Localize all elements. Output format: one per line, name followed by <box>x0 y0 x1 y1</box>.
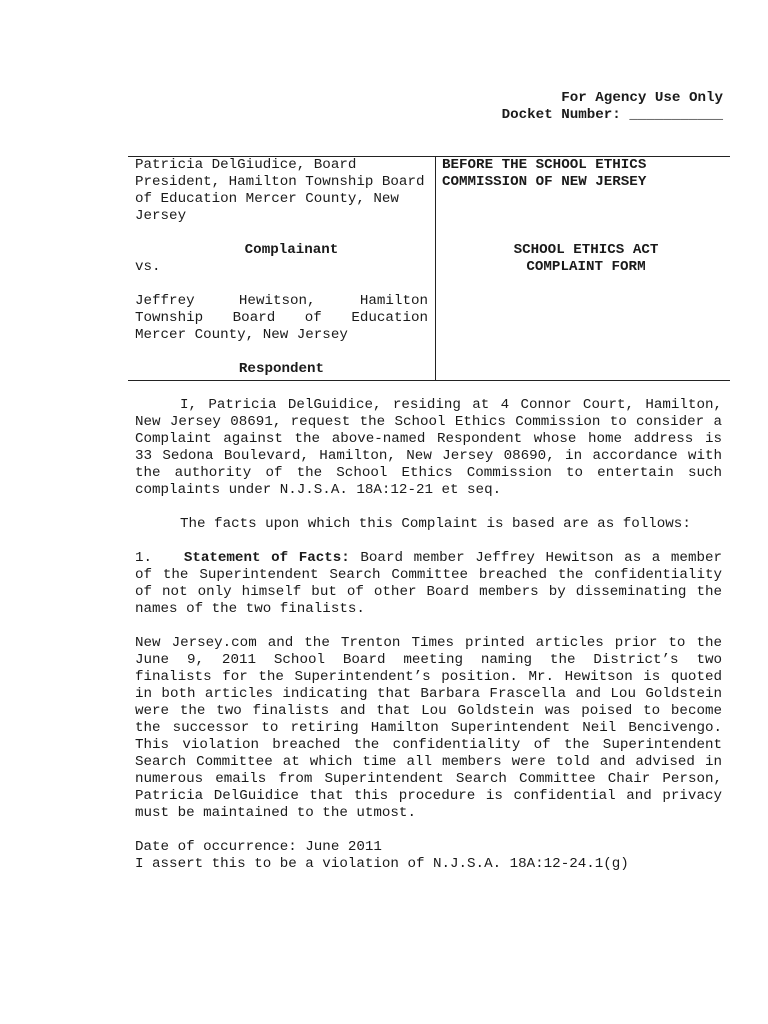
respondent-label: Respondent <box>238 361 325 377</box>
violation-assertion: I assert this to be a violation of N.J.S.A. 18A:12-24.1(g) <box>135 856 629 872</box>
item-heading: Statement of Facts: <box>183 550 350 566</box>
complainant-label: Complainant <box>244 242 339 258</box>
form-title-line: COMPLAINT FORM <box>526 259 646 275</box>
facts-intro: The facts upon which this Complaint is based are as follows: <box>180 516 691 532</box>
commission-title: BEFORE THE SCHOOL ETHICS COMMISSION OF NEW JERSEY <box>442 157 647 190</box>
form-title-line: SCHOOL ETHICS ACT <box>513 242 659 258</box>
agency-use-only: For Agency Use Only <box>561 90 723 106</box>
caption-parties <box>128 157 436 380</box>
caption-table <box>128 156 730 381</box>
news-paragraph: New Jersey.com and the Trenton Times printed articles prior to the June 9, 2011 School Board meeting naming the District’s two finalists for the Superintendent’s position. Mr. Hewitson is quoted in both articles indicating that Barbara Frascella and Lou Goldstein were the two finalists and that Lou Goldstein was poised to become the successor to retiring Hamilton Superintendent Neil Bencivengo. This violation breached the confidentiality of the Superintendent Search Committee at which time all members were told and advised in numerous emails from Superintendent Search Committee Chair Person, Patricia DelGuidice that this procedure is confidential and privacy must be maintained to the utmost. <box>135 635 722 821</box>
respondent-name-line: Mercer County, New Jersey <box>135 327 348 343</box>
complaint-body <box>135 397 722 873</box>
item-number: 1. <box>135 550 153 566</box>
intro-paragraph: I, Patricia DelGuidice, residing at 4 Connor Court, Hamilton, New Jersey 08691, request the School Ethics Commission to consider a Complaint against the above-named Respondent whose home address is 33 Sedona Boulevard, Hamilton, New Jersey 08690, in accordance with the authority of the School Ethics Commission to entertain such complaints under N.J.S.A. 18A:12-21 et seq. <box>135 397 722 498</box>
statement-of-facts <box>135 550 722 618</box>
agency-block <box>502 90 723 124</box>
docket-number: Docket Number: ___________ <box>501 107 723 123</box>
respondent-name <box>135 293 428 344</box>
form-title <box>442 242 730 276</box>
date-of-occurrence: Date of occurrence: June 2011 <box>135 839 382 855</box>
complainant-name: Patricia DelGiudice, Board President, Hamilton Township Board of Education Mercer County, New Jersey <box>135 157 425 224</box>
caption-commission <box>436 157 730 380</box>
respondent-name-line: Township Board of Education <box>135 310 428 326</box>
respondent-name-line: Jeffrey Hewitson, Hamilton <box>135 293 428 309</box>
vs-label: vs. <box>135 259 161 275</box>
item-text: Board member Jeffrey Hewitson as a member of the Superintendent Search Committee breached the confidentiality of not only himself but of other Board members by disseminating the names of the two finalists. <box>135 550 723 617</box>
